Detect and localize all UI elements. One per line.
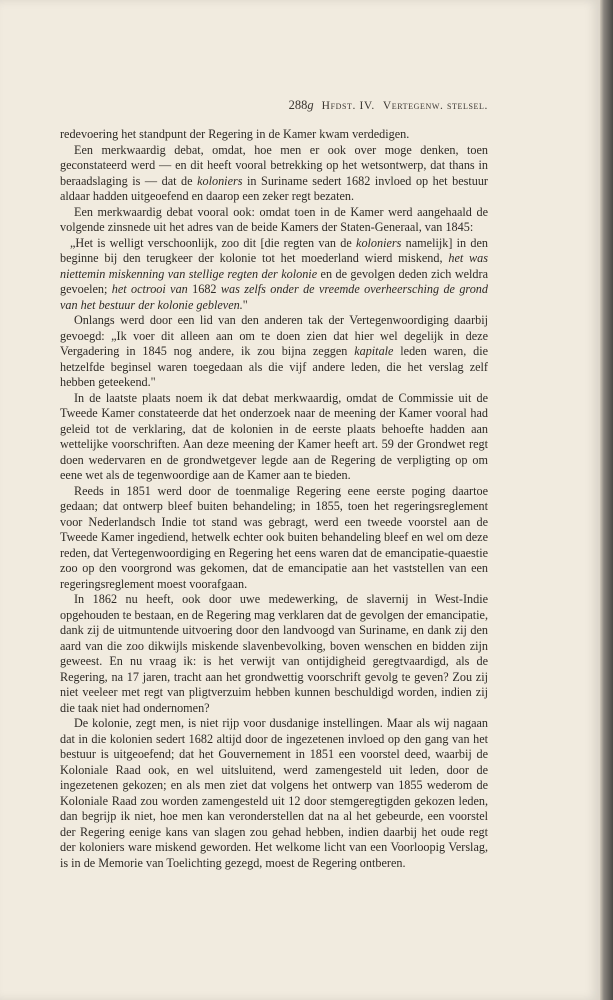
page-number: 288g [288, 98, 314, 112]
paragraph [60, 205, 488, 236]
text-run: Een merkwaardig debat vooral ook: omdat toen in de Kamer werd aangehaald de volgende zinsnede uit het adres van de beide Kamers der Staten-Generaal, van 1845: [60, 204, 488, 234]
paragraph [60, 236, 488, 314]
text-run: In 1862 nu heeft, ook door uwe medewerking, de slavernij in West-Indie opgehouden te bestaan, en de Regering mag verklaren dat de gevolgen der emancipatie, dank zij de uitmuntende uitvoering door den landvoogd van Suriname, en dank zij den aard van die zoo dikwijls miskende slavenbevolking, boven wenschen en bidden zijn geweest. En nu vraag ik: is het verwijt van ontijdigheid geregtvaardigd, als de Regering, na 17 jaren, tracht aan het grondwettig voorschrift gevolg te geven? Zou zij niet veeleer met regt van pligtverzuim hebben kunnen beschuldigd worden, indien zij die taak niet had ondernomen? [60, 592, 488, 715]
text-run: Een merkwaardig debat, omdat, hoe men er ook over moge denken, toen geconstateerd werd — en dit heeft vooral betrekking op het wetsontwerp, dat thans in beraadslaging is — dat de [60, 142, 488, 188]
text-run: in Suriname sedert 1682 invloed op het bestuur aldaar hadden uitgeoefend en daarop een zeker regt bezaten. [60, 173, 488, 203]
paragraph [60, 716, 488, 871]
paragraph [60, 391, 488, 484]
italic-text: koloniers [356, 235, 402, 250]
paragraph [60, 484, 488, 593]
text-run: De kolonie, zegt men, is niet rijp voor dusdanige instellingen. Maar als wij nagaan dat in die kolonien sedert 1682 altijd door de ingezetenen invloed op den gang van het bestuur is uitgeoefend; dat het Gouvernement in 1851 een voorstel deed, waarbij de Koloniale Raad ook, en wel uitsluitend, werd zamengesteld uit leden, door de ingezetenen gekozen; en als men ziet dat volgens het ontwerp van 1855 wederom de Koloniale Raad zou worden zamengesteld uit 12 door stemgeregtigden gekozen leden, dan begrijp ik niet, hoe men kan veronderstellen dat na al het gebeurde, een voorstel der Regering eenige kans van slagen zou gehad hebben, indien daarbij het oude regt der koloniers ware miskend geworden. Het welkome licht van een Voorloopig Verslag, is in de Memorie van Toelichting gezegd, moest de Regering ontberen. [60, 716, 488, 870]
running-title: Vertegenw. stelsel. [382, 100, 488, 112]
italic-text: was zelfs onder de vreemde overheersching de grond van het bestuur der kolonie gebleven. [60, 282, 488, 312]
text-run: " [242, 297, 248, 312]
text-run: namelijk] in den beginne bij den terugkeer der kolonie tot het moederland wierd miskend, [60, 235, 488, 265]
text-run: In de laatste plaats noem ik dat debat merkwaardig, omdat de Commissie uit de Tweede Kamer constateerde dat het onderzoek naar de meening der Kamer vooral had geleid tot de verklaring, dat de kolonien in de eerste plaats behoefte hadden aan wettelijke voorschriften. Aan deze meening der Kamer heeft art. 59 der Grondwet regt doen wedervaren en de grondwetgever legde aan de Regering de verpligting op om eene wet als de tegenwoordige aan de Kamer aan te bieden. [60, 390, 488, 482]
text-run: leden waren, die hetzelfde beginsel waren toegedaan als die vijf andere leden, die het verslag zelf hebben geteekend." [60, 344, 488, 389]
text-run: „Het is welligt verschoonlijk, zoo dit [die regten van de [70, 235, 357, 250]
paragraph [60, 143, 488, 205]
page-edge [600, 0, 613, 1000]
text-run: 1682 [187, 282, 221, 296]
paragraph [60, 592, 488, 716]
italic-text: het octrooi van [111, 282, 188, 296]
italic-text: koloniers [197, 173, 243, 188]
text-run: redevoering het standpunt der Regering in de Kamer kwam verdedigen. [60, 127, 410, 141]
chapter-label: Hfdst. IV. [321, 100, 375, 112]
paragraph [60, 127, 488, 143]
text-run: Onlangs werd door een lid van den anderen tak der Vertegenwoordiging daarbij gevoegd: „Ik voer dit alleen aan om te doen zien dat hier wel degelijk in deze Vergadering in 1845 nog andere, ik zou bijna zeggen [60, 313, 488, 358]
text-run: en de gevolgen deden zich weldra gevoelen; [60, 266, 488, 296]
italic-text: het was niettemin miskenning van stellige regten der kolonie [60, 251, 488, 281]
text-run: Reeds in 1851 werd door de toenmalige Regering eene eerste poging daartoe gedaan; dat ontwerp bleef buiten behandeling; in 1855, toen het regeringsreglement voor Nederlandsch Indie tot stand was gebragt, werd een tweede voorstel aan de Tweede Kamer ingediend, hetwelk echter ook buiten behandeling bleef en wel om deze reden, dat Vertegenwoordiging en Regering het eens waren dat de emancipatie-quaestie zoo op den voorgrond was gekomen, dat de emancipatie aan het vaststellen van een regeringsreglement moest voorafgaan. [60, 483, 488, 591]
running-header [60, 98, 488, 113]
italic-text: kapitale [354, 344, 394, 358]
body-text [60, 127, 488, 871]
paragraph [60, 313, 488, 391]
